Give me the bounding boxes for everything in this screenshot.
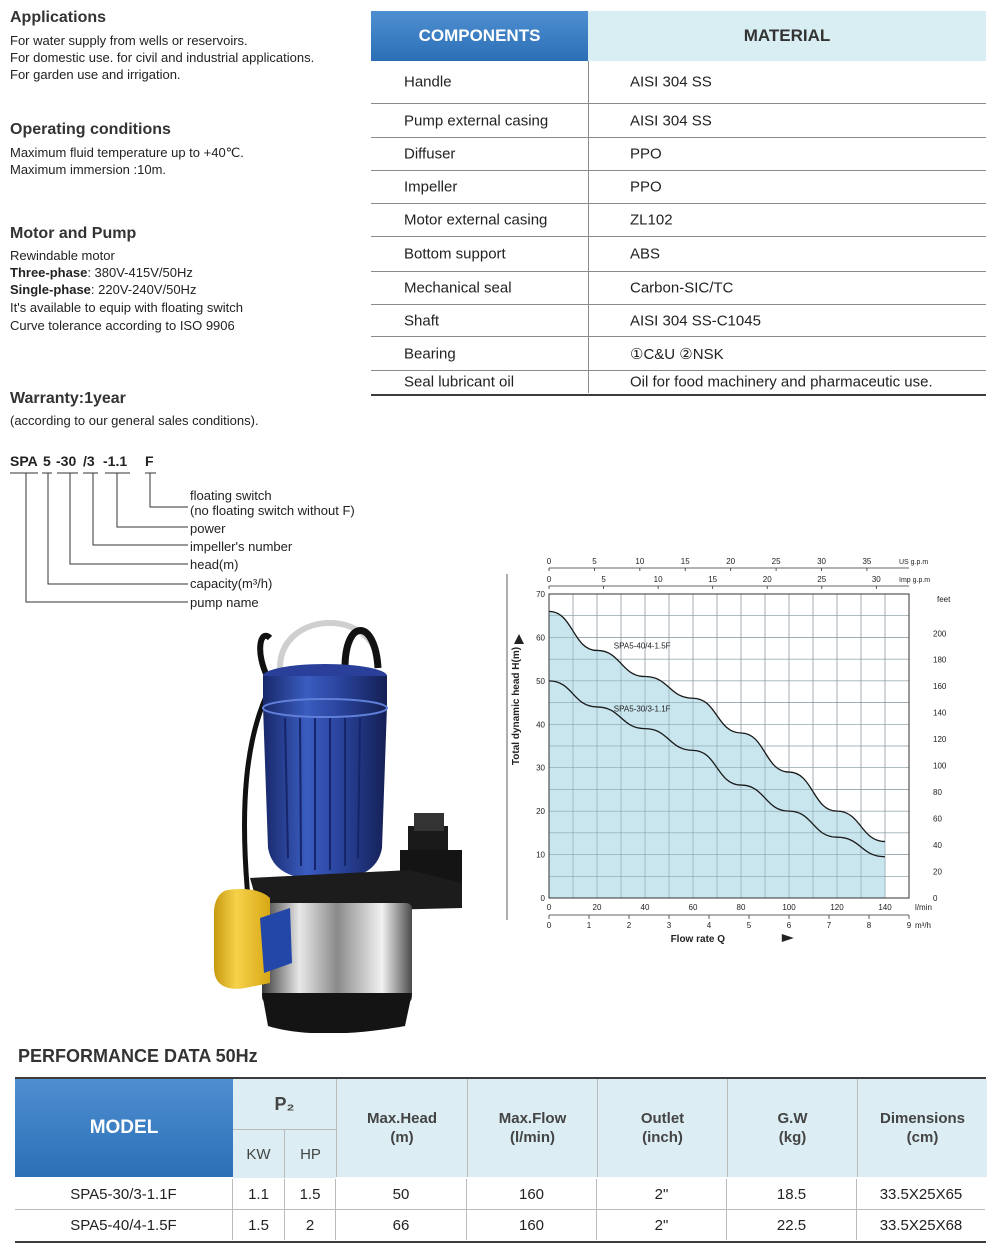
x3-unit: US g.p.m: [899, 559, 929, 566]
y2-tick-label: 40: [933, 841, 942, 851]
perf-cell-flow: 160: [467, 1179, 597, 1210]
y-axis-arrow: [514, 634, 524, 644]
perf-cell-hp: 1.5: [285, 1179, 336, 1210]
materials-component: Shaft: [404, 312, 440, 329]
header-max-flow: Max.Flow (l/min): [467, 1079, 597, 1177]
y2-tick-label: 60: [933, 814, 942, 824]
applications-line: For domestic use. for civil and industrial applications.: [10, 50, 315, 65]
x-tick-label: 20: [592, 903, 602, 912]
x-tick-label: 40: [640, 903, 650, 912]
performance-table: [15, 1077, 986, 1243]
perf-cell-outlet: 2": [597, 1179, 727, 1210]
y2-tick-label: 160: [933, 682, 947, 692]
code-pump-name: SPA: [10, 453, 38, 469]
motor-single-phase: Single-phase: 220V-240V/50Hz: [10, 282, 197, 297]
header-gw: G.W (kg): [727, 1079, 857, 1177]
perf-cell-gw: 22.5: [727, 1210, 857, 1240]
x3-tick-label: 5: [592, 557, 597, 566]
motor-three-phase: Three-phase: 380V-415V/50Hz: [10, 265, 193, 280]
operating-line: Maximum fluid temperature up to +40℃.: [10, 145, 244, 160]
code-power: -1.1: [103, 453, 128, 469]
materials-material: AISI 304 SS: [630, 112, 712, 129]
materials-material: ①C&U ②NSK: [630, 345, 724, 363]
x4-tick-label: 10: [653, 575, 663, 584]
operating-line: Maximum immersion :10m.: [10, 162, 167, 177]
header-outlet: Outlet (inch): [597, 1079, 727, 1177]
x2-tick-label: 3: [666, 921, 672, 930]
x3-tick-label: 0: [546, 557, 552, 566]
materials-material: PPO: [630, 145, 662, 163]
y-tick-label: 20: [536, 807, 545, 817]
perf-cell-model: SPA5-40/4-1.5F: [15, 1210, 233, 1240]
perf-cell-kw: 1.1: [233, 1179, 285, 1210]
x2-tick-label: 1: [586, 921, 592, 930]
y-tick-label: 50: [536, 676, 545, 686]
x-unit: l/min: [915, 903, 932, 912]
materials-row: [371, 371, 986, 393]
x4-tick-label: 5: [601, 575, 606, 584]
y2-tick-label: 100: [933, 761, 947, 771]
x2-tick-label: 8: [866, 921, 872, 930]
materials-component: Handle: [404, 73, 452, 91]
materials-component: Pump external casing: [404, 112, 549, 129]
x2-tick-label: 5: [746, 921, 752, 930]
operating-title: Operating conditions: [10, 121, 171, 138]
y-tick-label: 70: [536, 590, 545, 599]
perf-cell-outlet: 2": [597, 1210, 727, 1240]
series-label: SPA5-30/3-1.1F: [613, 704, 671, 714]
x3-tick-label: 10: [635, 557, 645, 566]
y-tick-label: 30: [536, 763, 545, 773]
x2-tick-label: 2: [626, 921, 632, 930]
y2-tick-label: 20: [933, 867, 942, 877]
x-tick-label: 100: [782, 903, 796, 912]
materials-component: Seal lubricant oil: [404, 373, 515, 391]
header-max-head: Max.Head (m): [336, 1079, 467, 1177]
code-label-float: floating switch: [190, 488, 272, 503]
code-label-float-note: (no floating switch without F): [190, 503, 355, 518]
materials-row: [371, 204, 986, 237]
motor-title: Motor and Pump: [10, 225, 137, 242]
materials-material: AISI 304 SS: [630, 73, 712, 91]
y2-tick-label: 180: [933, 655, 947, 665]
x4-tick-label: 20: [762, 575, 772, 584]
y-tick-label: 10: [536, 850, 545, 860]
y2-tick-label: 80: [933, 788, 942, 798]
x3-tick-label: 25: [771, 557, 781, 566]
perf-cell-hp: 2: [285, 1210, 336, 1240]
materials-component: Impeller: [404, 178, 458, 196]
code-label-head: head(m): [190, 557, 239, 572]
x2-tick-label: 4: [706, 921, 712, 930]
x4-tick-label: 30: [871, 575, 881, 584]
applications-line: For garden use and irrigation.: [10, 67, 181, 82]
x3-tick-label: 35: [862, 557, 872, 566]
x-axis-arrow: [782, 934, 794, 942]
materials-row: [371, 138, 986, 171]
materials-header-components: COMPONENTS: [371, 11, 588, 61]
materials-material: Oil for food machinery and pharmaceutic use.: [630, 373, 933, 391]
series-label: SPA5-40/4-1.5F: [613, 641, 671, 651]
x2-tick-label: 7: [826, 921, 832, 930]
materials-row: [371, 272, 986, 305]
y-tick-label: 60: [536, 633, 545, 643]
x-tick-label: 140: [878, 903, 892, 912]
code-float: F: [145, 453, 154, 469]
motor-line: Rewindable motor: [10, 248, 115, 263]
y2-unit: feet: [937, 595, 951, 604]
materials-bottom-rule: [371, 394, 986, 396]
materials-component: Motor external casing: [404, 211, 548, 229]
x3-tick-label: 20: [726, 557, 736, 566]
x-axis-label: Flow rate Q: [670, 934, 726, 945]
materials-row: [371, 104, 986, 138]
perf-cell-flow: 160: [467, 1210, 597, 1240]
warranty-title: Warranty:1year: [10, 390, 126, 407]
header-kw: KW: [233, 1129, 285, 1178]
pump-image: [200, 608, 480, 1033]
header-p2: P₂: [233, 1079, 336, 1129]
perf-cell-dim: 33.5X25X68: [879, 1216, 963, 1234]
perf-cell-dim: 33.5X25X65: [857, 1179, 985, 1210]
perf-cell-kw: 1.5: [233, 1210, 285, 1240]
materials-component: Diffuser: [404, 145, 456, 163]
x3-tick-label: 15: [680, 557, 690, 566]
materials-row: [371, 337, 986, 371]
x2-tick-label: 6: [786, 921, 792, 930]
x3-tick-label: 30: [817, 557, 826, 566]
x2-unit: m³/h: [915, 921, 931, 930]
y-tick-label: 40: [536, 720, 545, 730]
materials-material: ABS: [630, 245, 661, 263]
header-hp: HP: [285, 1129, 336, 1178]
motor-line: It's available to equip with floating switch: [10, 300, 243, 315]
performance-title: PERFORMANCE DATA 50Hz: [18, 1046, 258, 1066]
materials-row: [371, 305, 986, 337]
y2-tick-label: 140: [933, 708, 947, 718]
materials-row: [371, 61, 986, 104]
x2-tick-label: 0: [546, 921, 552, 930]
perf-cell-gw: 18.5: [727, 1179, 857, 1210]
applications-line: For water supply from wells or reservoirs.: [10, 33, 248, 48]
x2-tick-label: 9: [906, 921, 912, 930]
motor-line: Curve tolerance according to ISO 9906: [10, 318, 235, 333]
y2-tick-label: 0: [933, 894, 938, 903]
x4-tick-label: 25: [817, 575, 827, 584]
materials-row: [371, 237, 986, 272]
y-axis-label: Total dynamic head H(m): [511, 646, 522, 766]
x4-unit: Imp g.p.m: [899, 577, 931, 584]
model-code-leader-lines: [0, 470, 200, 610]
materials-component: Bearing: [404, 345, 456, 362]
materials-material: PPO: [630, 178, 662, 196]
header-dimensions: Dimensions (cm): [857, 1079, 987, 1177]
header-model: MODEL: [15, 1079, 233, 1177]
y2-tick-label: 120: [933, 735, 947, 745]
x-tick-label: 80: [736, 903, 746, 912]
code-head: -30: [56, 453, 77, 469]
x-tick-label: 60: [688, 903, 698, 912]
x-tick-label: 120: [830, 903, 844, 912]
code-label-pump-name: pump name: [190, 595, 259, 610]
performance-chart: [497, 550, 967, 950]
code-capacity: 5: [43, 453, 51, 469]
materials-row: [371, 171, 986, 204]
y-tick-label: 0: [540, 894, 545, 903]
code-impellers: /3: [83, 453, 95, 469]
x4-tick-label: 0: [546, 575, 552, 584]
materials-component: Mechanical seal: [404, 279, 512, 297]
materials-component: Bottom support: [404, 245, 506, 263]
materials-material: Carbon-SIC/TC: [630, 279, 734, 297]
materials-material: AISI 304 SS-C1045: [630, 312, 761, 329]
x4-tick-label: 15: [708, 575, 718, 584]
perf-cell-model: SPA5-30/3-1.1F: [15, 1179, 233, 1210]
materials-material: ZL102: [630, 211, 673, 229]
warranty-note: (according to our general sales conditions).: [10, 413, 259, 428]
perf-cell-head: 50: [336, 1179, 467, 1210]
code-label-power: power: [190, 521, 226, 536]
applications-title: Applications: [10, 9, 107, 26]
materials-header-material: MATERIAL: [588, 11, 986, 61]
perf-cell-head: 66: [336, 1210, 467, 1240]
x-tick-label: 0: [546, 903, 552, 912]
code-label-capacity: capacity(m³/h): [190, 576, 273, 591]
y2-tick-label: 200: [933, 629, 947, 639]
code-label-impellers: impeller's number: [190, 539, 293, 554]
